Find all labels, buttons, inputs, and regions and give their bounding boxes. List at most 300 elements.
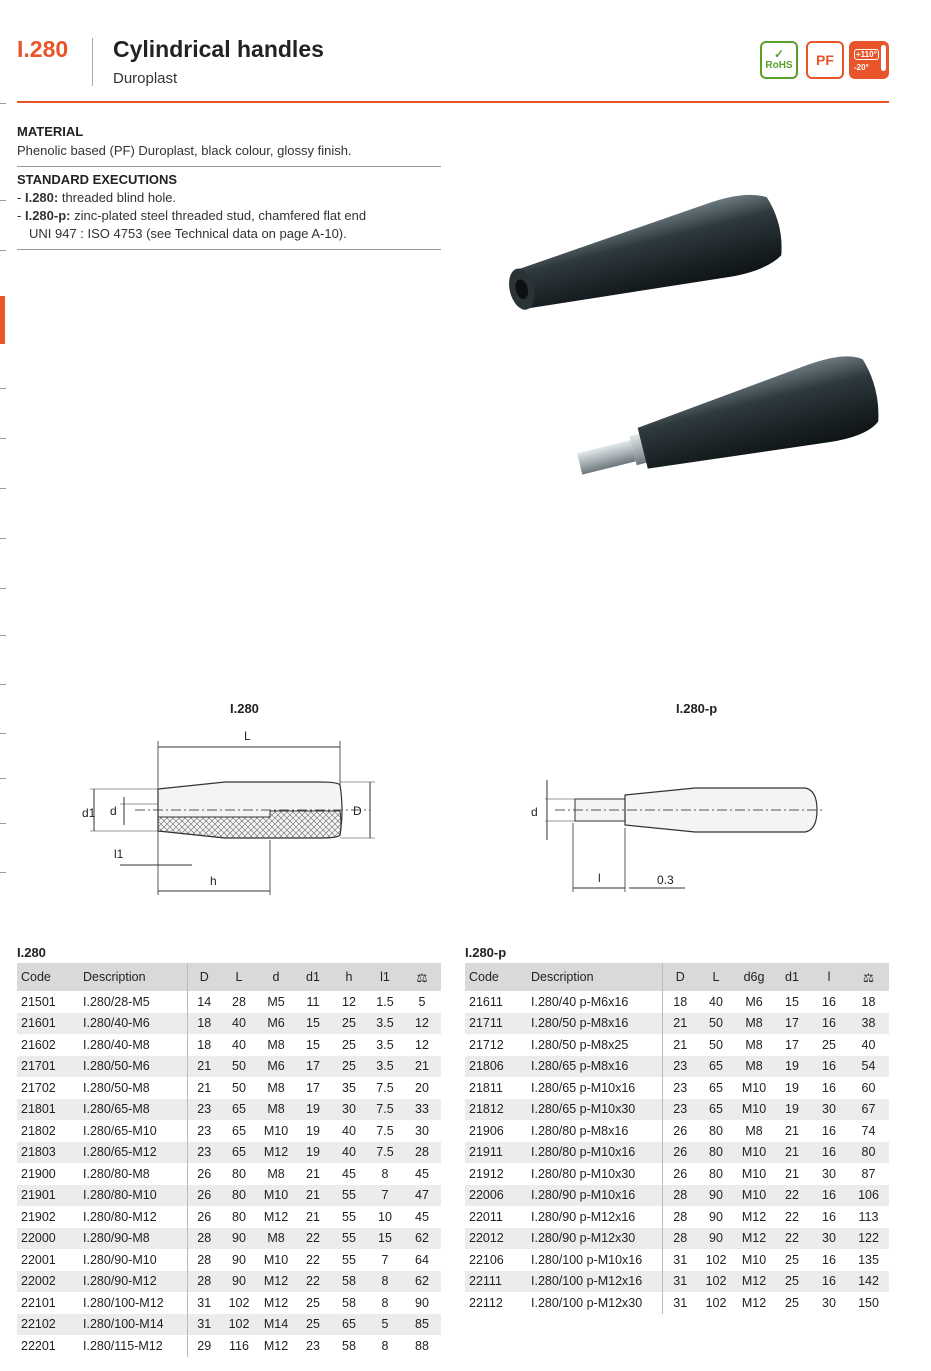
sidebar-tick	[0, 588, 6, 589]
sidebar-tick	[0, 388, 6, 389]
cell-code: 22102	[21, 1317, 56, 1332]
cell-code: 21701	[21, 1059, 56, 1074]
table-row	[17, 1099, 441, 1121]
table-row	[465, 1228, 889, 1250]
cell-value: 22	[785, 1188, 799, 1203]
cell-description: I.280/50-M8	[83, 1080, 150, 1095]
cell-code: 21906	[469, 1123, 504, 1138]
cell-value: 60	[861, 1080, 876, 1095]
cell-code: 21611	[469, 994, 503, 1009]
cell-value: 21	[785, 1123, 799, 1138]
cell-value: 65	[232, 1102, 246, 1117]
cell-value: 22	[306, 1252, 320, 1267]
cell-value: M6	[267, 1059, 285, 1074]
cell-value: 21	[662, 1034, 698, 1056]
cell-code: 21711	[469, 1016, 503, 1031]
cell-code: 21712	[469, 1037, 504, 1052]
cell-value: 18	[861, 994, 876, 1009]
cell-value: 35	[342, 1080, 356, 1095]
cell-description: I.280/80 p-M10x30	[531, 1166, 636, 1181]
cell-value: 19	[785, 1080, 799, 1095]
cell-value: 30	[415, 1123, 429, 1138]
cell-value: 12	[342, 994, 356, 1009]
cell-value: 55	[342, 1209, 356, 1224]
cell-value: 17	[306, 1080, 320, 1095]
cell-value: M10	[741, 1080, 767, 1095]
handle-with-threaded-stud	[569, 349, 885, 502]
cell-value: 102	[705, 1295, 727, 1310]
cell-value: 55	[342, 1231, 356, 1246]
cell-value: M10	[263, 1252, 289, 1267]
cell-value: 40	[232, 1037, 246, 1052]
table-row	[465, 991, 889, 1013]
cell-value: 55	[342, 1188, 356, 1203]
cell-code: 21801	[21, 1102, 56, 1117]
cell-value: 16	[822, 1274, 836, 1289]
cell-description: I.280/100 p-M12x16	[531, 1274, 643, 1289]
cell-value: 74	[861, 1123, 876, 1138]
cell-value: 19	[785, 1102, 799, 1117]
cell-value: 1.5	[376, 994, 394, 1009]
cell-value: 16	[822, 1123, 836, 1138]
cell-code: 21811	[469, 1080, 503, 1095]
cell-value: 58	[342, 1274, 356, 1289]
col-d: d	[257, 963, 295, 991]
cell-value: 90	[232, 1274, 246, 1289]
cell-value: 14	[187, 991, 221, 1013]
cell-value: M10	[741, 1145, 767, 1160]
col-D: D	[187, 963, 221, 991]
table-row	[17, 1077, 441, 1099]
cell-value: M10	[263, 1123, 289, 1138]
cell-description: I.280/80 p-M10x16	[531, 1145, 636, 1160]
cell-value: 25	[785, 1252, 799, 1267]
cell-value: 88	[415, 1338, 429, 1353]
cell-value: 21	[306, 1209, 320, 1224]
handle-with-blind-hole	[501, 187, 789, 330]
cell-value: 22	[785, 1209, 799, 1224]
cell-value: 65	[709, 1102, 723, 1117]
cell-value: 142	[858, 1274, 879, 1289]
cell-code: 21900	[21, 1166, 56, 1181]
cell-value: 65	[342, 1317, 356, 1332]
cell-description: I.280/65 p-M10x30	[531, 1102, 636, 1117]
cell-value: 25	[342, 1037, 356, 1052]
cell-description: I.280/90-M8	[83, 1231, 150, 1246]
cell-value: 28	[415, 1145, 429, 1160]
cell-value: 28	[662, 1185, 698, 1207]
cell-value: 16	[822, 994, 836, 1009]
table-row	[17, 1163, 441, 1185]
cell-value: M10	[741, 1166, 767, 1181]
section-rule	[17, 249, 441, 250]
cell-value: 3.5	[376, 1059, 394, 1074]
table-row	[465, 1249, 889, 1271]
cell-value: 102	[705, 1252, 727, 1267]
col-description: Description	[527, 963, 662, 991]
cell-value: 58	[342, 1295, 356, 1310]
cell-value: M12	[263, 1209, 289, 1224]
cell-value: 26	[187, 1185, 221, 1207]
cell-value: 15	[306, 1037, 320, 1052]
cell-value: 54	[861, 1059, 876, 1074]
cell-code: 21501	[21, 994, 56, 1009]
cell-value: 45	[415, 1209, 429, 1224]
cell-description: I.280/40-M8	[83, 1037, 150, 1052]
cell-value: 21	[785, 1145, 799, 1160]
execution-item: - I.280-p: zinc-plated steel threaded stud, chamfered flat end	[17, 208, 367, 223]
cell-value: M12	[263, 1295, 289, 1310]
col-code: Code	[17, 963, 79, 991]
cell-value: 40	[342, 1123, 356, 1138]
cell-value: 135	[858, 1252, 879, 1267]
cell-value: 22	[785, 1231, 799, 1246]
product-photo	[490, 155, 910, 525]
cell-value: 30	[822, 1231, 836, 1246]
cell-description: I.280/50-M6	[83, 1059, 150, 1074]
cell-code: 21702	[21, 1080, 56, 1095]
cell-value: 21	[187, 1056, 221, 1078]
dim-h: h	[210, 874, 217, 888]
table-row	[465, 1077, 889, 1099]
table-row	[17, 1056, 441, 1078]
cell-value: 25	[342, 1059, 356, 1074]
table-row	[17, 1249, 441, 1271]
cell-value: 58	[342, 1338, 356, 1353]
cell-value: M8	[267, 1037, 285, 1052]
cell-value: 18	[187, 1034, 221, 1056]
cell-value: M8	[745, 1059, 763, 1074]
cell-description: I.280/65-M12	[83, 1145, 157, 1160]
cell-value: 5	[418, 994, 426, 1009]
cell-value: 47	[415, 1188, 429, 1203]
cell-value: 16	[822, 1016, 836, 1031]
cell-code: 21601	[21, 1016, 56, 1031]
cell-value: 17	[785, 1037, 799, 1052]
drawing-i280p	[525, 770, 835, 895]
cell-value: 17	[306, 1059, 320, 1074]
cell-value: M8	[267, 1166, 285, 1181]
table-row	[465, 1206, 889, 1228]
sidebar-tick	[0, 635, 6, 636]
cell-value: M8	[745, 1037, 763, 1052]
sidebar-tick	[0, 438, 6, 439]
cell-value: 50	[232, 1059, 246, 1074]
table-row	[465, 1185, 889, 1207]
table-row	[17, 1314, 441, 1336]
weight-icon: ⚖	[848, 963, 889, 991]
cell-value: 19	[306, 1123, 320, 1138]
cell-value: M12	[263, 1145, 289, 1160]
executions-heading: STANDARD EXECUTIONS	[17, 172, 178, 187]
cell-description: I.280/65 p-M8x16	[531, 1059, 629, 1074]
table-title-i280p: I.280-p	[465, 945, 507, 960]
cell-value: 7.5	[376, 1080, 394, 1095]
execution-continuation: UNI 947 : ISO 4753 (see Technical data on page A-10).	[29, 226, 347, 241]
sidebar-tick	[0, 103, 6, 104]
cell-code: 21912	[469, 1166, 504, 1181]
cell-value: 19	[306, 1145, 320, 1160]
cell-value: M6	[745, 994, 763, 1009]
cell-value: M8	[267, 1231, 285, 1246]
cell-value: 7	[381, 1188, 389, 1203]
table-row	[465, 1120, 889, 1142]
cell-code: 22111	[469, 1274, 502, 1289]
cell-code: 21902	[21, 1209, 56, 1224]
cell-code: 21901	[21, 1188, 56, 1203]
header-rule	[17, 101, 889, 103]
cell-value: 28	[662, 1228, 698, 1250]
cell-value: 30	[822, 1102, 836, 1117]
page-subtitle: Duroplast	[113, 70, 178, 87]
cell-value: 26	[187, 1163, 221, 1185]
cell-value: 19	[785, 1059, 799, 1074]
col-d6g: d6g	[734, 963, 774, 991]
cell-value: 87	[861, 1166, 876, 1181]
cell-value: 25	[822, 1037, 836, 1052]
cell-value: 8	[381, 1295, 389, 1310]
cell-value: 26	[662, 1163, 698, 1185]
check-icon: ✓	[773, 47, 785, 61]
cell-value: M12	[263, 1338, 289, 1353]
cell-value: 30	[342, 1102, 356, 1117]
dim-d-stud: d	[531, 805, 538, 819]
material-heading: MATERIAL	[17, 124, 84, 139]
cell-code: 22112	[469, 1295, 503, 1310]
cell-value: 12	[415, 1016, 429, 1031]
cell-description: I.280/100 p-M12x30	[531, 1295, 643, 1310]
cell-value: 8	[381, 1274, 389, 1289]
cell-value: 28	[187, 1249, 221, 1271]
dim-D: D	[353, 804, 362, 818]
cell-value: 26	[662, 1142, 698, 1164]
cell-value: 21	[415, 1059, 429, 1074]
cell-value: M8	[267, 1080, 285, 1095]
cell-value: 150	[858, 1295, 879, 1310]
cell-description: I.280/28-M5	[83, 994, 150, 1009]
cell-value: 21	[306, 1166, 320, 1181]
cell-value: 102	[228, 1317, 250, 1332]
cell-value: 80	[861, 1145, 876, 1160]
col-l: l	[810, 963, 848, 991]
cell-value: 102	[705, 1274, 727, 1289]
cell-value: 19	[306, 1102, 320, 1117]
dim-chamfer: 0.3	[657, 873, 674, 887]
cell-value: 23	[662, 1056, 698, 1078]
cell-value: 38	[861, 1016, 876, 1031]
table-title-i280: I.280	[17, 945, 46, 960]
cell-value: 90	[709, 1188, 723, 1203]
cell-code: 22002	[21, 1274, 56, 1289]
cell-value: 30	[822, 1295, 836, 1310]
sidebar-tick	[0, 823, 6, 824]
cell-value: 17	[785, 1016, 799, 1031]
table-row	[17, 1185, 441, 1207]
col-description: Description	[79, 963, 187, 991]
cell-value: 7.5	[376, 1123, 394, 1138]
cell-value: 12	[415, 1037, 429, 1052]
cell-value: 5	[381, 1317, 389, 1332]
cell-value: 31	[187, 1314, 221, 1336]
cell-value: M12	[741, 1231, 767, 1246]
cell-value: 7	[381, 1252, 389, 1267]
cell-code: 21911	[469, 1145, 503, 1160]
table-row	[17, 1034, 441, 1056]
rohs-badge: ✓ RoHS	[760, 41, 798, 79]
cell-value: 23	[662, 1077, 698, 1099]
cell-value: 21	[662, 1013, 698, 1035]
page-title: Cylindrical handles	[113, 36, 324, 62]
cell-value: 21	[187, 1077, 221, 1099]
cell-value: 116	[229, 1338, 249, 1353]
cell-code: 22001	[21, 1252, 56, 1267]
table-row	[17, 1335, 441, 1357]
cell-value: 122	[858, 1231, 879, 1246]
cell-description: I.280/65-M10	[83, 1123, 157, 1138]
cell-description: I.280/90-M10	[83, 1252, 157, 1267]
table-row	[17, 1206, 441, 1228]
col-d1: d1	[774, 963, 810, 991]
cell-value: 45	[342, 1166, 356, 1181]
cell-value: 8	[381, 1166, 389, 1181]
cell-value: 23	[306, 1338, 320, 1353]
cell-value: 85	[415, 1317, 429, 1332]
cell-code: 22106	[469, 1252, 504, 1267]
cell-description: I.280/100-M14	[83, 1317, 164, 1332]
table-row	[465, 1099, 889, 1121]
temperature-badge: +110° -20°	[849, 41, 889, 79]
cell-code: 21812	[469, 1102, 504, 1117]
cell-value: 80	[232, 1188, 246, 1203]
col-L: L	[698, 963, 734, 991]
cell-description: I.280/80 p-M8x16	[531, 1123, 629, 1138]
cell-value: 15	[306, 1016, 320, 1031]
cell-value: 80	[709, 1145, 723, 1160]
cell-value: M12	[263, 1274, 289, 1289]
cell-value: 90	[415, 1295, 429, 1310]
cell-description: I.280/80-M8	[83, 1166, 150, 1181]
cell-value: 18	[662, 991, 698, 1013]
cell-value: 29	[187, 1335, 221, 1357]
col-code: Code	[465, 963, 527, 991]
dim-l1: l1	[114, 847, 124, 861]
sidebar-accent-tab	[0, 296, 5, 344]
cell-value: 102	[228, 1295, 250, 1310]
section-rule	[17, 166, 441, 167]
col-D: D	[662, 963, 698, 991]
cell-code: 22006	[469, 1188, 504, 1203]
cell-code: 22101	[21, 1295, 56, 1310]
cell-value: M10	[741, 1188, 767, 1203]
cell-value: 16	[822, 1252, 836, 1267]
cell-value: M12	[741, 1209, 767, 1224]
table-row	[17, 991, 441, 1013]
pf-badge: PF	[806, 41, 844, 79]
cell-value: 25	[306, 1295, 320, 1310]
dim-d: d	[110, 804, 117, 818]
sidebar-tick	[0, 538, 6, 539]
cell-description: I.280/90 p-M12x30	[531, 1231, 636, 1246]
cell-value: 30	[822, 1166, 836, 1181]
cell-value: 25	[785, 1295, 799, 1310]
cell-value: M10	[741, 1102, 767, 1117]
cell-value: M6	[267, 1016, 285, 1031]
thermometer-icon	[881, 45, 886, 71]
table-row	[465, 1271, 889, 1293]
cell-value: 90	[232, 1231, 246, 1246]
cell-value: 31	[662, 1271, 698, 1293]
dim-l: l	[598, 871, 601, 885]
cell-code: 21803	[21, 1145, 56, 1160]
cell-value: 3.5	[376, 1037, 394, 1052]
cell-value: 10	[378, 1209, 392, 1224]
col-L: L	[221, 963, 257, 991]
sidebar-tick	[0, 872, 6, 873]
cell-value: M12	[741, 1274, 767, 1289]
cell-value: 65	[709, 1080, 723, 1095]
cell-value: 15	[378, 1231, 392, 1246]
cell-description: I.280/40 p-M6x16	[531, 994, 629, 1009]
cell-value: 23	[662, 1099, 698, 1121]
table-row	[465, 1142, 889, 1164]
table-i280	[17, 963, 441, 1357]
dim-d1: d1	[82, 806, 96, 820]
table-row	[17, 1271, 441, 1293]
sidebar-tick	[0, 488, 6, 489]
cell-value: 80	[709, 1166, 723, 1181]
cell-description: I.280/90 p-M10x16	[531, 1188, 636, 1203]
table-row	[17, 1120, 441, 1142]
header-divider	[92, 38, 93, 86]
cell-value: 90	[709, 1209, 723, 1224]
cell-description: I.280/80-M12	[83, 1209, 157, 1224]
product-code: I.280	[17, 36, 69, 62]
cell-code: 21602	[21, 1037, 56, 1052]
cell-value: 26	[662, 1120, 698, 1142]
cell-value: M14	[263, 1317, 289, 1332]
cell-code: 22011	[469, 1209, 503, 1224]
cell-value: 62	[415, 1231, 429, 1246]
sidebar-tick	[0, 733, 6, 734]
table-row	[17, 1292, 441, 1314]
cell-description: I.280/50 p-M8x16	[531, 1016, 629, 1031]
cell-value: 20	[415, 1080, 429, 1095]
cell-value: 23	[187, 1120, 221, 1142]
sidebar-tick	[0, 684, 6, 685]
cell-description: I.280/65-M8	[83, 1102, 150, 1117]
table-row	[17, 1228, 441, 1250]
drawing-label-i280: I.280	[230, 701, 259, 716]
sidebar-tick	[0, 250, 6, 251]
cell-value: 11	[306, 994, 320, 1009]
cell-description: I.280/90 p-M12x16	[531, 1209, 636, 1224]
cell-description: I.280/100-M12	[83, 1295, 164, 1310]
table-row	[17, 1142, 441, 1164]
cell-value: 65	[709, 1059, 723, 1074]
cell-value: M12	[741, 1295, 767, 1310]
cell-value: 64	[415, 1252, 429, 1267]
cell-value: 90	[232, 1252, 246, 1267]
cell-value: 28	[187, 1271, 221, 1293]
cell-value: 45	[415, 1166, 429, 1181]
cell-code: 22000	[21, 1231, 56, 1246]
cell-description: I.280/90-M12	[83, 1274, 157, 1289]
cell-value: 80	[709, 1123, 723, 1138]
cell-value: 16	[822, 1209, 836, 1224]
cell-value: 21	[785, 1166, 799, 1181]
cell-value: 16	[822, 1145, 836, 1160]
table-row	[17, 1013, 441, 1035]
